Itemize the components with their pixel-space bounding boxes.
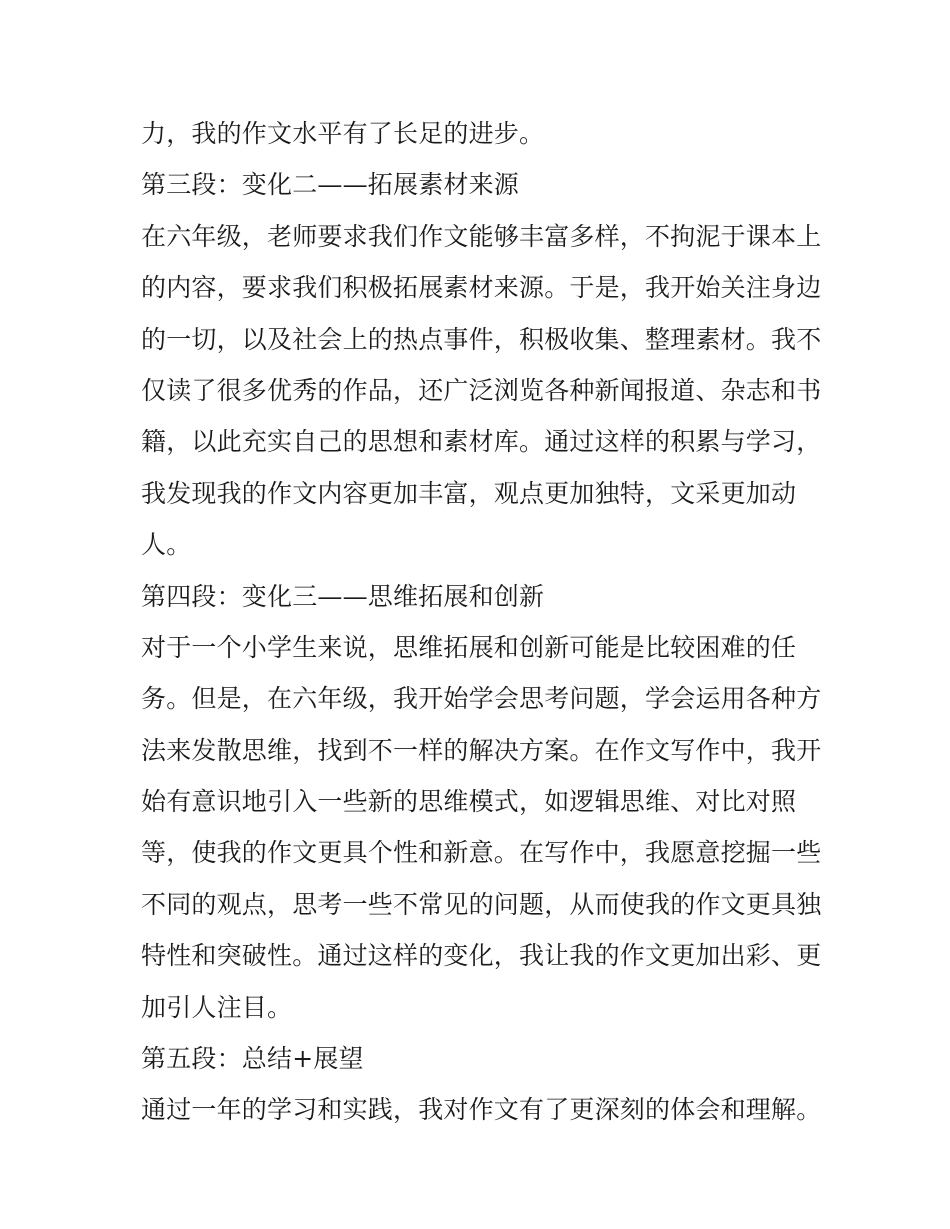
text-line: 的内容，要求我们积极拓展素材来源。于是，我开始关注身边 xyxy=(141,273,822,303)
text-line: 人。 xyxy=(141,530,192,560)
text-line: 法来发散思维，找到不一样的解决方案。在作文写作中，我开 xyxy=(141,735,822,765)
text-line: 等，使我的作文更具个性和新意。在写作中，我愿意挖掘一些 xyxy=(141,838,822,868)
section-heading-4: 第四段：变化三——思维拓展和创新 xyxy=(141,581,545,611)
text-line: 不同的观点，思考一些不常见的问题，从而使我的作文更具独 xyxy=(141,889,822,919)
text-line: 的一切，以及社会上的热点事件，积极收集、整理素材。我不 xyxy=(141,324,822,354)
section-heading-3: 第三段：变化二——拓展素材来源 xyxy=(141,170,520,200)
section-heading-5: 第五段：总结+展望 xyxy=(141,1044,364,1074)
text-line: 始有意识地引入一些新的思维模式，如逻辑思维、对比对照 xyxy=(141,787,797,817)
text-line: 对于一个小学生来说，思维拓展和创新可能是比较困难的任 xyxy=(141,632,797,662)
text-line: 务。但是，在六年级，我开始学会思考问题，学会运用各种方 xyxy=(141,684,822,714)
text-line: 我发现我的作文内容更加丰富，观点更加独特，文采更加动 xyxy=(141,478,797,508)
text-line: 力，我的作文水平有了长足的进步。 xyxy=(141,119,545,148)
document-body xyxy=(141,108,822,1136)
text-line: 籍，以此充实自己的思想和素材库。通过这样的积累与学习， xyxy=(141,427,822,457)
text-line: 仅读了很多优秀的作品，还广泛浏览各种新闻报道、杂志和书 xyxy=(141,375,822,405)
text-line: 特性和突破性。通过这样的变化，我让我的作文更加出彩、更 xyxy=(141,941,822,971)
text-line: 加引人注目。 xyxy=(141,992,293,1022)
text-line: 在六年级，老师要求我们作文能够丰富多样，不拘泥于课本上 xyxy=(141,221,822,251)
text-line: 通过一年的学习和实践，我对作文有了更深刻的体会和理解。 xyxy=(141,1095,822,1125)
